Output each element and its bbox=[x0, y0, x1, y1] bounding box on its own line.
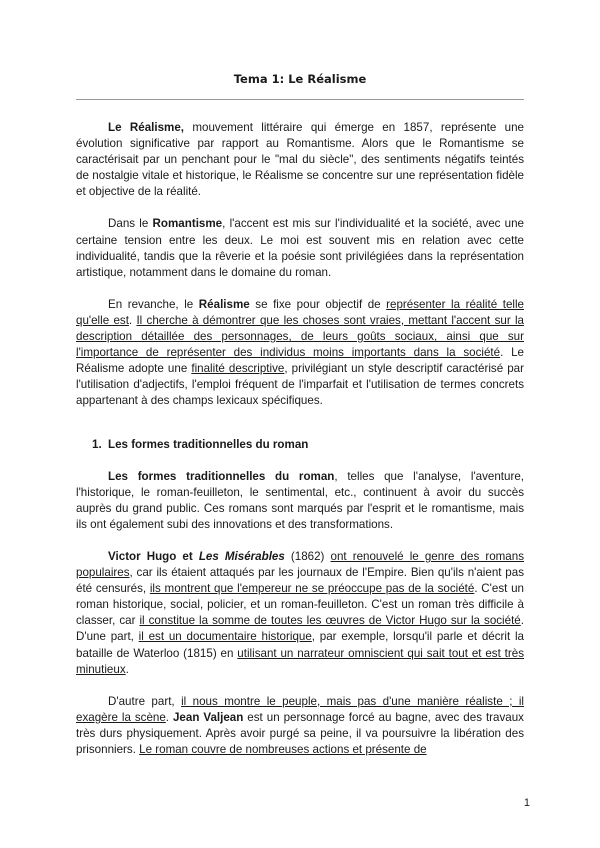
paragraph-intro-realism: Le Réalisme, mouvement littéraire qui émerge en 1857, représente une évolution significative par rapport au Romantisme. Alors que le Romantisme se caractérisait par un penchant pour le "mal du siècle", des sentiments négatifs teintés de nostalgie vitale et historique, le Réalisme se concentre sur une représentation fidèle et objective de la réalité. bbox=[76, 121, 524, 199]
paragraph-romanticism: Dans le Romantisme, l'accent est mis sur l'individualité et la société, avec une certaine tension entre les deux. Le moi est souvent mis en relation avec cette individualité, tandis que la rêverie et la poésie sont privilégiées dans la représentation artistique, notamment dans le domaine du roman. bbox=[76, 217, 525, 279]
character-name: Jean Valjean bbox=[172, 710, 244, 724]
document-body bbox=[76, 120, 524, 774]
page-number: 1 bbox=[523, 797, 530, 809]
paragraph-jean-valjean: D'autre part, il nous montre le peuple, mais pas d'une manière réaliste ; il exagère la scène. Jean Valjean est un personnage forcé au bagne, avec des travaux très durs physiquement. Après avoir purgé sa peine, il va poursuivre la libération des prisonniers. Le roman couvre de nombreuses actions et présente de bbox=[76, 694, 524, 756]
book-title: Les Misérables bbox=[198, 549, 285, 563]
paragraph-realism-goal: En revanche, le Réalisme se fixe pour objectif de représenter la réalité telle qu'elle est. Il cherche à démontrer que les choses sont vraies, mettant l'accent sur la description détaillée des personnages, de leurs goûts sociaux, ainsi que sur l'importance de représenter des individus moins importants dans la société. Le Réalisme adopte une finalité descriptive, privilégiant un style descriptif caractérisé par l'utilisation d'adjectifs, l'emploi fréquent de l'imparfait et l'utilisation de termes concrets appartenant à des champs lexicaux spécifiques. bbox=[76, 297, 524, 408]
title-divider bbox=[76, 99, 524, 100]
page-title: Tema 1: Le Réalisme bbox=[233, 72, 367, 86]
section-number: 1. bbox=[92, 437, 102, 451]
lead-term: Le Réalisme, bbox=[108, 121, 185, 134]
paragraph-victor-hugo: Victor Hugo et Les Misérables (1862) ont renouvelé le genre des romans populaires, car ils étaient attaqués par les journaux de l'Empire. Bien qu'ils n'aient pas été censurés, ils montrent que l'empereur ne se préoccupe pas de la société. C'est un roman historique, social, policier, et un roman-feuilleton. C'est un roman très difficile à classer, car il constitue la somme de toutes les œuvres de Victor Hugo sur la société. D'une part, il est un documentaire historique, par exemple, lorsqu'il parle et décrit la bataille de Waterloo (1815) en utilisant un narrateur omniscient qui sait tout et est très minutieux. bbox=[76, 549, 524, 676]
section-title: Les formes traditionnelles du roman bbox=[108, 437, 309, 451]
term-realism: Réalisme bbox=[198, 297, 250, 311]
term-romanticism: Romantisme bbox=[152, 217, 223, 231]
section-heading bbox=[76, 437, 524, 453]
paragraph-traditional-forms: Les formes traditionnelles du roman, telles que l'analyse, l'aventure, l'historique, le roman-feuilleton, le sentimental, etc., continuent à avoir du succès auprès du grand public. Ces romans sont marqués par l'esprit et le romantisme, mais ils ont également subi des innovations et des transformations. bbox=[76, 469, 524, 531]
